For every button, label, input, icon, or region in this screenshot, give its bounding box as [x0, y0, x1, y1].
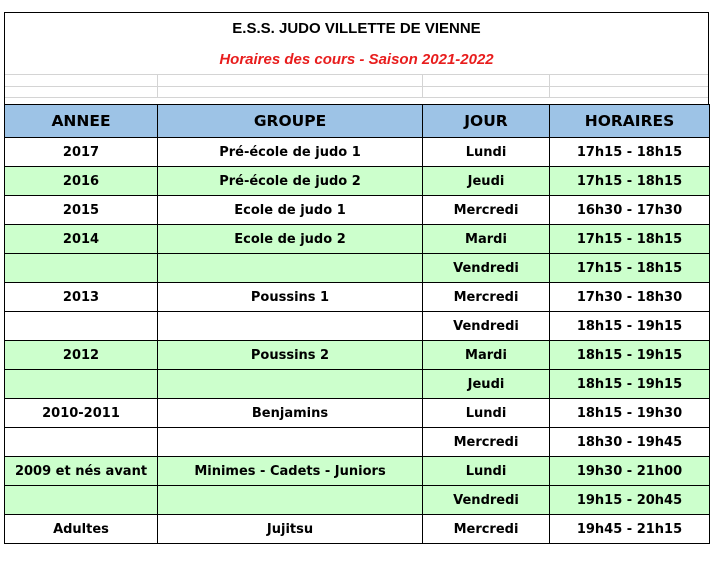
- cell-annee: 2010-2011: [5, 399, 158, 428]
- cell-jour: Jeudi: [423, 370, 550, 399]
- cell-annee: [5, 486, 158, 515]
- header-jour: JOUR: [423, 105, 550, 138]
- cell-annee: [5, 428, 158, 457]
- cell-annee: [5, 254, 158, 283]
- cell-horaires: 17h15 - 18h15: [550, 138, 710, 167]
- empty-grid-row: [4, 74, 709, 86]
- cell-horaires: 18h15 - 19h30: [550, 399, 710, 428]
- cell-groupe: Pré-école de judo 1: [158, 138, 423, 167]
- cell-jour: Vendredi: [423, 312, 550, 341]
- cell-jour: Mercredi: [423, 515, 550, 544]
- cell-horaires: 16h30 - 17h30: [550, 196, 710, 225]
- cell-groupe: Ecole de judo 2: [158, 225, 423, 254]
- cell-groupe: Pré-école de judo 2: [158, 167, 423, 196]
- cell-jour: Lundi: [423, 457, 550, 486]
- empty-grid-row: [4, 86, 709, 98]
- cell-horaires: 17h15 - 18h15: [550, 167, 710, 196]
- cell-horaires: 17h15 - 18h15: [550, 225, 710, 254]
- table-row: [5, 225, 710, 254]
- cell-horaires: 19h45 - 21h15: [550, 515, 710, 544]
- cell-annee: 2014: [5, 225, 158, 254]
- cell-groupe: [158, 370, 423, 399]
- cell-horaires: 18h15 - 19h15: [550, 370, 710, 399]
- table-row: [5, 457, 710, 486]
- cell-annee: 2015: [5, 196, 158, 225]
- cell-groupe: Jujitsu: [158, 515, 423, 544]
- table-row: [5, 254, 710, 283]
- table-row: [5, 515, 710, 544]
- table-row: [5, 138, 710, 167]
- header-groupe: GROUPE: [158, 105, 423, 138]
- cell-horaires: 17h30 - 18h30: [550, 283, 710, 312]
- cell-horaires: 18h15 - 19h15: [550, 341, 710, 370]
- cell-horaires: 19h15 - 20h45: [550, 486, 710, 515]
- cell-horaires: 18h30 - 19h45: [550, 428, 710, 457]
- table-row: [5, 341, 710, 370]
- cell-horaires: 17h15 - 18h15: [550, 254, 710, 283]
- cell-annee: 2009 et nés avant: [5, 457, 158, 486]
- table-row: [5, 167, 710, 196]
- table-row: [5, 312, 710, 341]
- cell-jour: Lundi: [423, 399, 550, 428]
- cell-groupe: Benjamins: [158, 399, 423, 428]
- cell-groupe: Poussins 1: [158, 283, 423, 312]
- cell-annee: 2017: [5, 138, 158, 167]
- cell-jour: Lundi: [423, 138, 550, 167]
- table-row: [5, 370, 710, 399]
- cell-jour: Mercredi: [423, 196, 550, 225]
- schedule-sheet: [4, 12, 709, 544]
- table-row: [5, 283, 710, 312]
- cell-jour: Mardi: [423, 341, 550, 370]
- schedule-table: [4, 104, 710, 544]
- cell-groupe: [158, 428, 423, 457]
- cell-annee: [5, 312, 158, 341]
- cell-groupe: Minimes - Cadets - Juniors: [158, 457, 423, 486]
- cell-jour: Vendredi: [423, 486, 550, 515]
- club-title: E.S.S. JUDO VILLETTE DE VIENNE: [4, 12, 709, 44]
- cell-annee: 2016: [5, 167, 158, 196]
- cell-jour: Jeudi: [423, 167, 550, 196]
- cell-jour: Vendredi: [423, 254, 550, 283]
- cell-groupe: [158, 312, 423, 341]
- table-row: [5, 196, 710, 225]
- cell-annee: Adultes: [5, 515, 158, 544]
- table-row: [5, 428, 710, 457]
- cell-annee: 2012: [5, 341, 158, 370]
- cell-annee: 2013: [5, 283, 158, 312]
- cell-jour: Mercredi: [423, 283, 550, 312]
- table-row: [5, 399, 710, 428]
- table-row: [5, 486, 710, 515]
- cell-groupe: Poussins 2: [158, 341, 423, 370]
- cell-groupe: Ecole de judo 1: [158, 196, 423, 225]
- cell-groupe: [158, 486, 423, 515]
- table-header-row: [5, 105, 710, 138]
- cell-horaires: 19h30 - 21h00: [550, 457, 710, 486]
- header-annee: ANNEE: [5, 105, 158, 138]
- season-subtitle: Horaires des cours - Saison 2021-2022: [4, 44, 709, 74]
- cell-groupe: [158, 254, 423, 283]
- cell-jour: Mardi: [423, 225, 550, 254]
- cell-horaires: 18h15 - 19h15: [550, 312, 710, 341]
- cell-annee: [5, 370, 158, 399]
- cell-jour: Mercredi: [423, 428, 550, 457]
- header-horaires: HORAIRES: [550, 105, 710, 138]
